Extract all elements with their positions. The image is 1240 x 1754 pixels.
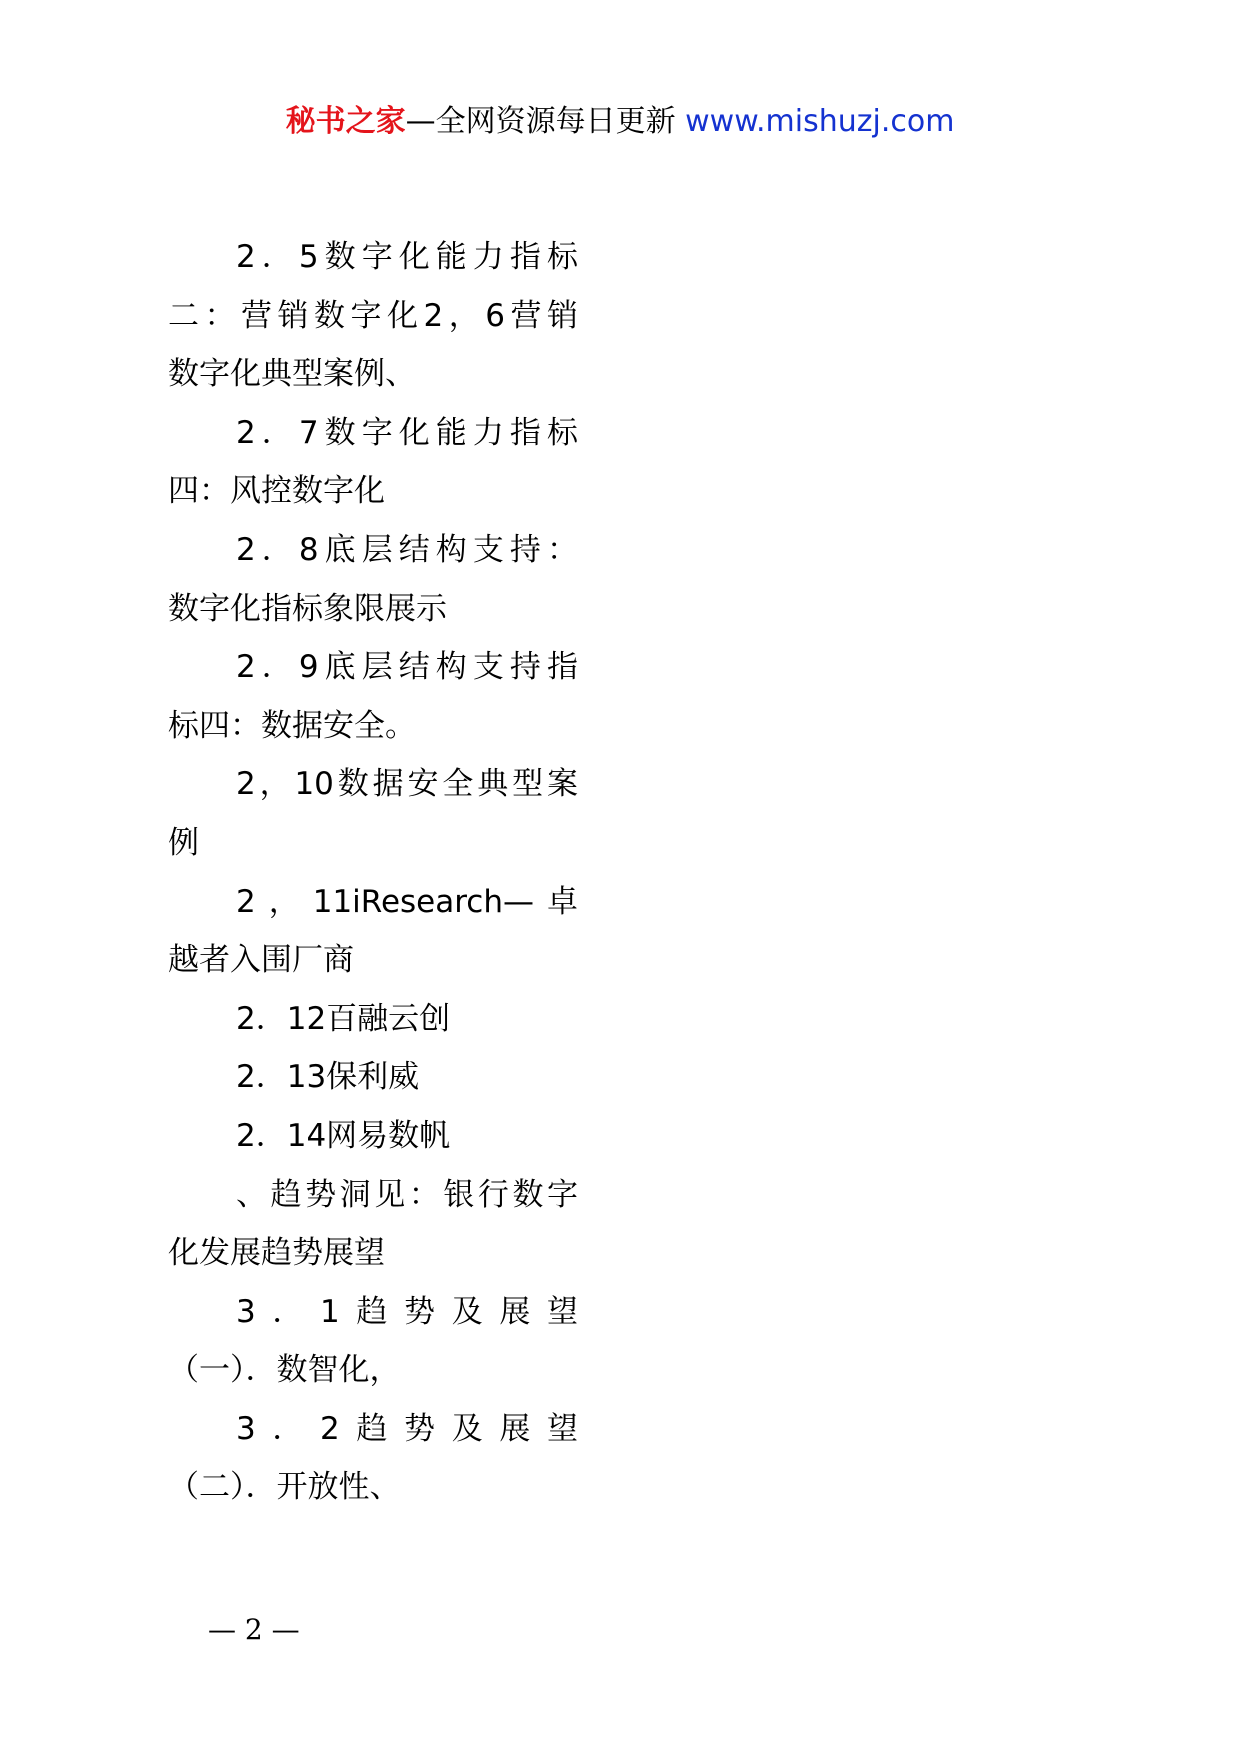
site-brand-name: 秘书之家 [285,104,406,139]
body-line: 标四：数据安全。 [168,707,416,744]
body-line: 2．7数字化能力指标 [236,414,578,451]
page-number: — 2 — [208,1613,300,1646]
body-line: 例 [168,824,199,861]
body-line: 化发展趋势展望 [168,1235,385,1272]
site-slogan: —全网资源每日更新 [405,104,686,139]
body-line: 3．2趋势及展望 [236,1410,578,1447]
body-line: 2．12百融云创 [236,1000,451,1037]
body-line: （一）．数智化， [168,1352,401,1389]
document-body [168,228,578,1517]
body-line: 2，10数据安全典型案 [236,766,578,803]
body-line: 越者入围厂商 [168,942,354,979]
body-line: 数字化典型案例、 [168,356,416,393]
body-line: 2．8底层结构支持： [236,531,578,568]
body-line: 二：营销数字化2，6营销 [168,297,578,334]
body-line: 2．14网易数帆 [236,1117,451,1154]
body-line: 2．13保利威 [236,1059,420,1096]
body-line: 数字化指标象限展示 [168,590,447,627]
body-line: 2，11iResearch—卓 [236,883,578,920]
body-line: 3．1趋势及展望 [236,1293,578,1330]
body-line: 四：风控数字化 [168,473,385,510]
body-line: （二）．开放性、 [168,1469,401,1506]
body-line: 、趋势洞见：银行数字 [236,1176,578,1213]
site-url-link[interactable]: www.mishuzj.com [685,104,955,139]
body-line: 2．5数字化能力指标 [236,239,578,275]
body-line: 2．9底层结构支持指 [236,649,578,686]
site-banner [0,100,1240,144]
